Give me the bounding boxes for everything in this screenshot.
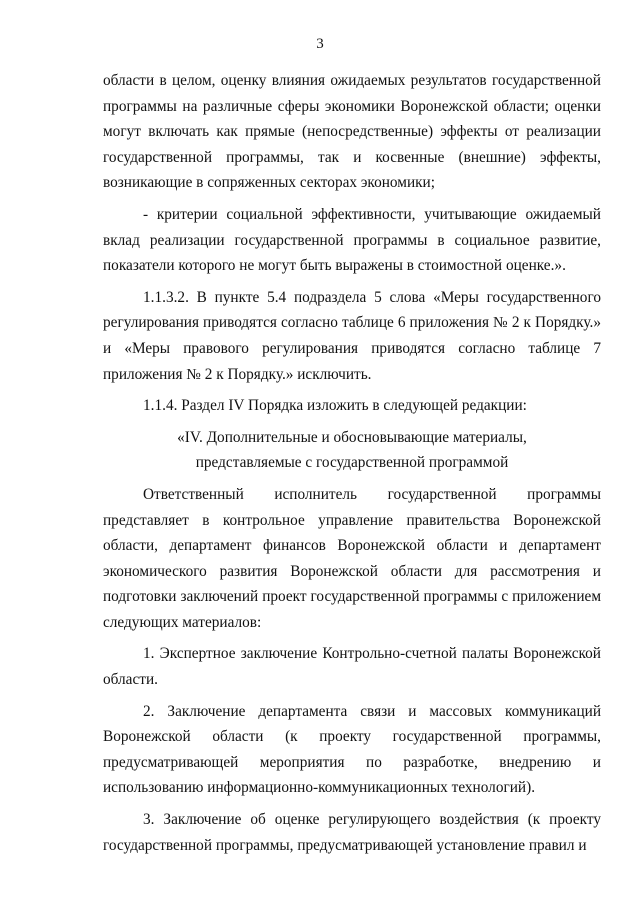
list-item-3: 3. Заключение об оценке регулирующего воздействия (к проекту государственной программы, предусматривающей установление правил и [103,811,601,854]
document-body [103,68,601,864]
section-heading-line-1: «IV. Дополнительные и обосновывающие материалы, [177,428,527,446]
paragraph-responsible-executor: Ответственный исполнитель государственной программы представляет в контрольное управление правительства Воронежской области, департамент финансов Воронежской области и департамент экономического развития Воронежской области для рассмотрения и подготовки заключений проект государственной программы с приложением следующих материалов: [103,485,601,631]
paragraph-continuation: области в целом, оценку влияния ожидаемых результатов государственной программы на различные сферы экономики Воронежской области; оценки могут включать как прямые (непосредственные) эффекты от реализации государственной программы, так и косвенные (внешние) эффекты, возникающие в сопряженных секторах экономики; [103,72,601,192]
list-item-2: 2. Заключение департамента связи и массовых коммуникаций Воронежской области (к проекту государственной программы, предусматривающей мероприятия по разработке, внедрению и использованию информационно-коммуникационных технологий). [103,702,601,797]
list-item-1: 1. Экспертное заключение Контрольно-счетной палаты Воронежской области. [103,645,601,689]
paragraph-criteria: - критерии социальной эффективности, учитывающие ожидаемый вклад реализации государственной программы в социальное развитие, показатели которого не могут быть выражены в стоимостной оценке.». [103,205,601,275]
section-heading-line-2: представляемые с государственной программой [195,454,509,472]
paragraph-1-1-4: 1.1.4. Раздел IV Порядка изложить в следующей редакции: [143,397,527,415]
paragraph-1-1-3-2: 1.1.3.2. В пункте 5.4 подраздела 5 слова «Меры государственного регулирования приводятся согласно таблице 6 приложения № 2 к Порядку.» и «Меры правового регулирования приводятся согласно таблице 7 приложения № 2 к Порядку.» исключить. [103,288,601,383]
page-number: 3 [316,36,324,52]
